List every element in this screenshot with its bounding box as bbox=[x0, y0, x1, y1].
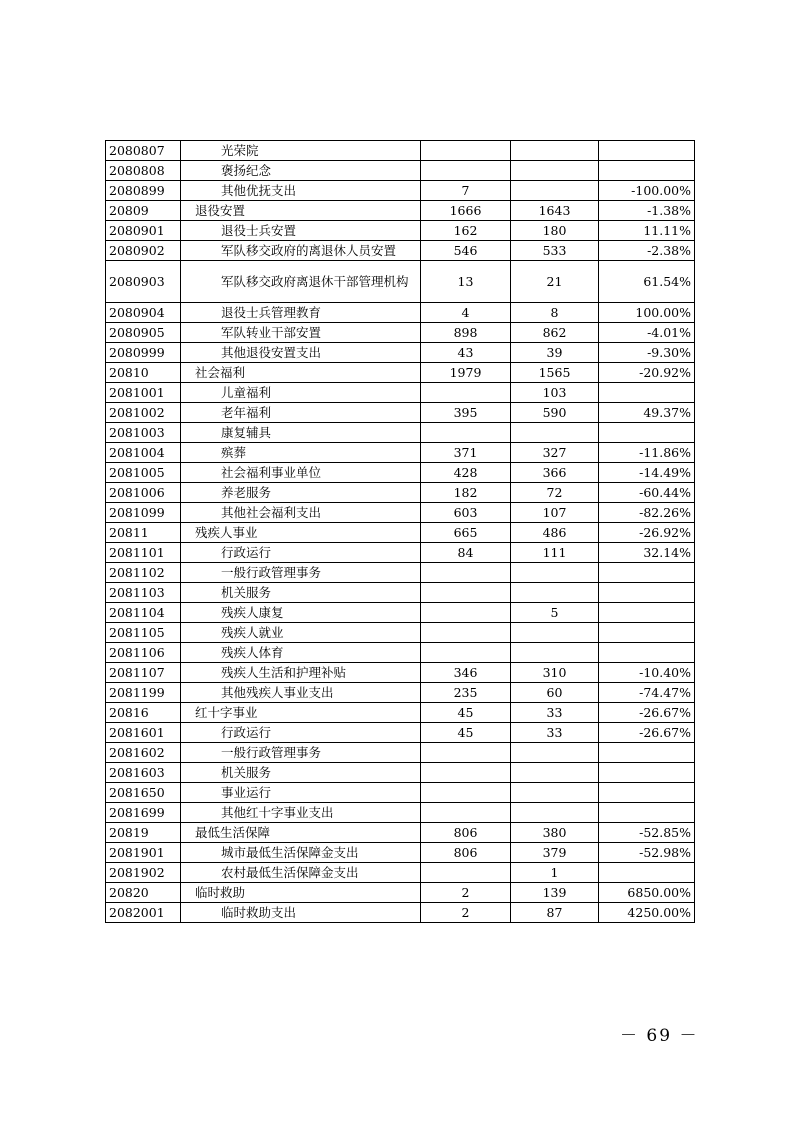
table-row bbox=[106, 863, 695, 883]
prior-year-value-cell: 84 bbox=[421, 543, 511, 563]
change-percent-cell: -26.92% bbox=[599, 523, 695, 543]
change-percent-cell: 4250.00% bbox=[599, 903, 695, 923]
prior-year-value-cell: 603 bbox=[421, 503, 511, 523]
subject-name-cell: 褒扬纪念 bbox=[181, 161, 421, 181]
change-percent-cell bbox=[599, 161, 695, 181]
subject-name-cell: 行政运行 bbox=[181, 543, 421, 563]
change-percent-cell: -100.00% bbox=[599, 181, 695, 201]
change-percent-cell: 6850.00% bbox=[599, 883, 695, 903]
change-percent-cell: -20.92% bbox=[599, 363, 695, 383]
subject-name-cell: 残疾人体育 bbox=[181, 643, 421, 663]
table-row bbox=[106, 683, 695, 703]
subject-name-cell: 临时救助 bbox=[181, 883, 421, 903]
subject-code-cell: 20819 bbox=[106, 823, 181, 843]
table-row bbox=[106, 343, 695, 363]
subject-code-cell: 2081099 bbox=[106, 503, 181, 523]
prior-year-value-cell: 45 bbox=[421, 723, 511, 743]
change-percent-cell: 49.37% bbox=[599, 403, 695, 423]
subject-code-cell: 2080808 bbox=[106, 161, 181, 181]
subject-code-cell: 2081105 bbox=[106, 623, 181, 643]
change-percent-cell: -82.26% bbox=[599, 503, 695, 523]
subject-name-cell: 农村最低生活保障金支出 bbox=[181, 863, 421, 883]
change-percent-cell bbox=[599, 803, 695, 823]
prior-year-value-cell: 182 bbox=[421, 483, 511, 503]
change-percent-cell bbox=[599, 783, 695, 803]
current-year-value-cell: 111 bbox=[511, 543, 599, 563]
subject-code-cell: 2080904 bbox=[106, 303, 181, 323]
table-row bbox=[106, 783, 695, 803]
subject-code-cell: 2080905 bbox=[106, 323, 181, 343]
prior-year-value-cell: 13 bbox=[421, 261, 511, 303]
current-year-value-cell: 5 bbox=[511, 603, 599, 623]
subject-name-cell: 社会福利事业单位 bbox=[181, 463, 421, 483]
prior-year-value-cell: 162 bbox=[421, 221, 511, 241]
change-percent-cell: -60.44% bbox=[599, 483, 695, 503]
subject-name-cell: 退役士兵管理教育 bbox=[181, 303, 421, 323]
current-year-value-cell: 310 bbox=[511, 663, 599, 683]
table-row bbox=[106, 181, 695, 201]
current-year-value-cell bbox=[511, 763, 599, 783]
subject-name-cell: 事业运行 bbox=[181, 783, 421, 803]
table-row bbox=[106, 823, 695, 843]
prior-year-value-cell: 45 bbox=[421, 703, 511, 723]
table-row bbox=[106, 503, 695, 523]
current-year-value-cell: 180 bbox=[511, 221, 599, 241]
subject-code-cell: 2081102 bbox=[106, 563, 181, 583]
current-year-value-cell: 327 bbox=[511, 443, 599, 463]
table-row bbox=[106, 261, 695, 303]
current-year-value-cell: 1 bbox=[511, 863, 599, 883]
current-year-value-cell bbox=[511, 181, 599, 201]
current-year-value-cell: 533 bbox=[511, 241, 599, 261]
subject-code-cell: 2080902 bbox=[106, 241, 181, 261]
prior-year-value-cell bbox=[421, 763, 511, 783]
change-percent-cell bbox=[599, 423, 695, 443]
prior-year-value-cell bbox=[421, 161, 511, 181]
change-percent-cell: 100.00% bbox=[599, 303, 695, 323]
current-year-value-cell: 72 bbox=[511, 483, 599, 503]
subject-code-cell: 2081603 bbox=[106, 763, 181, 783]
change-percent-cell bbox=[599, 643, 695, 663]
table-row bbox=[106, 483, 695, 503]
subject-code-cell: 20811 bbox=[106, 523, 181, 543]
prior-year-value-cell: 665 bbox=[421, 523, 511, 543]
table-row bbox=[106, 383, 695, 403]
subject-code-cell: 2081699 bbox=[106, 803, 181, 823]
current-year-value-cell: 103 bbox=[511, 383, 599, 403]
table-row bbox=[106, 523, 695, 543]
table-row bbox=[106, 323, 695, 343]
table-row bbox=[106, 443, 695, 463]
table-row bbox=[106, 603, 695, 623]
current-year-value-cell bbox=[511, 623, 599, 643]
prior-year-value-cell: 546 bbox=[421, 241, 511, 261]
prior-year-value-cell bbox=[421, 643, 511, 663]
table-row bbox=[106, 241, 695, 261]
change-percent-cell: -52.98% bbox=[599, 843, 695, 863]
subject-name-cell: 残疾人生活和护理补贴 bbox=[181, 663, 421, 683]
subject-name-cell: 机关服务 bbox=[181, 583, 421, 603]
subject-name-cell: 残疾人就业 bbox=[181, 623, 421, 643]
subject-name-cell: 养老服务 bbox=[181, 483, 421, 503]
table-row bbox=[106, 883, 695, 903]
subject-code-cell: 2081005 bbox=[106, 463, 181, 483]
table-row bbox=[106, 141, 695, 161]
prior-year-value-cell bbox=[421, 783, 511, 803]
prior-year-value-cell: 235 bbox=[421, 683, 511, 703]
change-percent-cell bbox=[599, 623, 695, 643]
subject-code-cell: 2081199 bbox=[106, 683, 181, 703]
table-row bbox=[106, 903, 695, 923]
subject-name-cell: 残疾人康复 bbox=[181, 603, 421, 623]
prior-year-value-cell bbox=[421, 803, 511, 823]
subject-code-cell: 2080901 bbox=[106, 221, 181, 241]
change-percent-cell: -11.86% bbox=[599, 443, 695, 463]
prior-year-value-cell: 428 bbox=[421, 463, 511, 483]
current-year-value-cell bbox=[511, 141, 599, 161]
prior-year-value-cell: 2 bbox=[421, 883, 511, 903]
change-percent-cell: -74.47% bbox=[599, 683, 695, 703]
subject-code-cell: 2081650 bbox=[106, 783, 181, 803]
current-year-value-cell: 139 bbox=[511, 883, 599, 903]
subject-code-cell: 2080899 bbox=[106, 181, 181, 201]
current-year-value-cell: 60 bbox=[511, 683, 599, 703]
current-year-value-cell: 380 bbox=[511, 823, 599, 843]
prior-year-value-cell: 4 bbox=[421, 303, 511, 323]
current-year-value-cell: 33 bbox=[511, 723, 599, 743]
subject-name-cell: 最低生活保障 bbox=[181, 823, 421, 843]
subject-code-cell: 2081901 bbox=[106, 843, 181, 863]
current-year-value-cell: 590 bbox=[511, 403, 599, 423]
subject-code-cell: 20816 bbox=[106, 703, 181, 723]
page-number: － 69 － bbox=[620, 1026, 699, 1046]
prior-year-value-cell: 1979 bbox=[421, 363, 511, 383]
subject-code-cell: 2080999 bbox=[106, 343, 181, 363]
prior-year-value-cell bbox=[421, 383, 511, 403]
change-percent-cell bbox=[599, 603, 695, 623]
table-row bbox=[106, 743, 695, 763]
change-percent-cell: 61.54% bbox=[599, 261, 695, 303]
current-year-value-cell: 21 bbox=[511, 261, 599, 303]
subject-code-cell: 2081104 bbox=[106, 603, 181, 623]
change-percent-cell: -14.49% bbox=[599, 463, 695, 483]
table-row bbox=[106, 723, 695, 743]
subject-code-cell: 2081107 bbox=[106, 663, 181, 683]
subject-name-cell: 其他残疾人事业支出 bbox=[181, 683, 421, 703]
prior-year-value-cell bbox=[421, 743, 511, 763]
prior-year-value-cell: 898 bbox=[421, 323, 511, 343]
subject-name-cell: 退役士兵安置 bbox=[181, 221, 421, 241]
current-year-value-cell: 8 bbox=[511, 303, 599, 323]
subject-code-cell: 2081601 bbox=[106, 723, 181, 743]
change-percent-cell: -52.85% bbox=[599, 823, 695, 843]
change-percent-cell bbox=[599, 141, 695, 161]
subject-name-cell: 其他社会福利支出 bbox=[181, 503, 421, 523]
current-year-value-cell bbox=[511, 423, 599, 443]
subject-code-cell: 20810 bbox=[106, 363, 181, 383]
subject-code-cell: 20820 bbox=[106, 883, 181, 903]
table-row bbox=[106, 221, 695, 241]
change-percent-cell: -26.67% bbox=[599, 723, 695, 743]
prior-year-value-cell bbox=[421, 863, 511, 883]
budget-table bbox=[105, 140, 695, 923]
subject-name-cell bbox=[181, 261, 421, 303]
current-year-value-cell bbox=[511, 161, 599, 181]
subject-name-cell: 其他退役安置支出 bbox=[181, 343, 421, 363]
current-year-value-cell bbox=[511, 563, 599, 583]
subject-code-cell: 2080807 bbox=[106, 141, 181, 161]
subject-code-cell: 2081106 bbox=[106, 643, 181, 663]
table-row bbox=[106, 623, 695, 643]
subject-code-cell: 2081002 bbox=[106, 403, 181, 423]
subject-code-cell: 2081902 bbox=[106, 863, 181, 883]
prior-year-value-cell: 7 bbox=[421, 181, 511, 201]
change-percent-cell bbox=[599, 743, 695, 763]
change-percent-cell: -9.30% bbox=[599, 343, 695, 363]
current-year-value-cell: 1565 bbox=[511, 363, 599, 383]
subject-name-cell: 殡葬 bbox=[181, 443, 421, 463]
subject-name-cell: 城市最低生活保障金支出 bbox=[181, 843, 421, 863]
prior-year-value-cell bbox=[421, 423, 511, 443]
change-percent-cell: -26.67% bbox=[599, 703, 695, 723]
current-year-value-cell: 862 bbox=[511, 323, 599, 343]
subject-name-cell: 机关服务 bbox=[181, 763, 421, 783]
prior-year-value-cell: 371 bbox=[421, 443, 511, 463]
table-row bbox=[106, 583, 695, 603]
change-percent-cell: 11.11% bbox=[599, 221, 695, 241]
prior-year-value-cell bbox=[421, 141, 511, 161]
budget-table-body bbox=[106, 141, 695, 923]
table-row bbox=[106, 423, 695, 443]
subject-name-cell: 临时救助支出 bbox=[181, 903, 421, 923]
prior-year-value-cell bbox=[421, 603, 511, 623]
subject-code-cell: 2081101 bbox=[106, 543, 181, 563]
subject-name-cell: 康复辅具 bbox=[181, 423, 421, 443]
change-percent-cell bbox=[599, 763, 695, 783]
subject-name-text: 军队移交政府离退休干部管理机构 bbox=[221, 273, 409, 289]
prior-year-value-cell bbox=[421, 563, 511, 583]
table-row bbox=[106, 763, 695, 783]
subject-code-cell: 2081103 bbox=[106, 583, 181, 603]
prior-year-value-cell: 43 bbox=[421, 343, 511, 363]
subject-code-cell: 2082001 bbox=[106, 903, 181, 923]
subject-name-cell: 一般行政管理事务 bbox=[181, 743, 421, 763]
subject-name-cell: 军队转业干部安置 bbox=[181, 323, 421, 343]
change-percent-cell: -4.01% bbox=[599, 323, 695, 343]
current-year-value-cell bbox=[511, 643, 599, 663]
change-percent-cell bbox=[599, 583, 695, 603]
prior-year-value-cell bbox=[421, 583, 511, 603]
current-year-value-cell: 87 bbox=[511, 903, 599, 923]
current-year-value-cell: 379 bbox=[511, 843, 599, 863]
current-year-value-cell bbox=[511, 583, 599, 603]
subject-name-cell: 退役安置 bbox=[181, 201, 421, 221]
table-row bbox=[106, 843, 695, 863]
subject-code-cell: 2080903 bbox=[106, 261, 181, 303]
current-year-value-cell: 107 bbox=[511, 503, 599, 523]
subject-code-cell: 20809 bbox=[106, 201, 181, 221]
table-row bbox=[106, 663, 695, 683]
change-percent-cell: -1.38% bbox=[599, 201, 695, 221]
change-percent-cell bbox=[599, 563, 695, 583]
table-row bbox=[106, 803, 695, 823]
subject-code-cell: 2081602 bbox=[106, 743, 181, 763]
subject-code-cell: 2081001 bbox=[106, 383, 181, 403]
prior-year-value-cell: 395 bbox=[421, 403, 511, 423]
current-year-value-cell bbox=[511, 803, 599, 823]
table-row bbox=[106, 161, 695, 181]
prior-year-value-cell: 806 bbox=[421, 823, 511, 843]
subject-name-cell: 儿童福利 bbox=[181, 383, 421, 403]
table-row bbox=[106, 463, 695, 483]
prior-year-value-cell: 806 bbox=[421, 843, 511, 863]
subject-code-cell: 2081004 bbox=[106, 443, 181, 463]
prior-year-value-cell: 2 bbox=[421, 903, 511, 923]
table-row bbox=[106, 643, 695, 663]
current-year-value-cell: 39 bbox=[511, 343, 599, 363]
subject-name-cell: 军队移交政府的离退休人员安置 bbox=[181, 241, 421, 261]
subject-code-cell: 2081006 bbox=[106, 483, 181, 503]
current-year-value-cell: 1643 bbox=[511, 201, 599, 221]
subject-code-cell: 2081003 bbox=[106, 423, 181, 443]
table-row bbox=[106, 363, 695, 383]
current-year-value-cell: 366 bbox=[511, 463, 599, 483]
table-row bbox=[106, 703, 695, 723]
prior-year-value-cell: 1666 bbox=[421, 201, 511, 221]
prior-year-value-cell bbox=[421, 623, 511, 643]
subject-name-cell: 老年福利 bbox=[181, 403, 421, 423]
prior-year-value-cell: 346 bbox=[421, 663, 511, 683]
change-percent-cell bbox=[599, 383, 695, 403]
subject-name-cell: 行政运行 bbox=[181, 723, 421, 743]
table-row bbox=[106, 201, 695, 221]
current-year-value-cell bbox=[511, 743, 599, 763]
table-row bbox=[106, 303, 695, 323]
change-percent-cell: -2.38% bbox=[599, 241, 695, 261]
current-year-value-cell bbox=[511, 783, 599, 803]
current-year-value-cell: 486 bbox=[511, 523, 599, 543]
table-row bbox=[106, 403, 695, 423]
change-percent-cell: -10.40% bbox=[599, 663, 695, 683]
change-percent-cell bbox=[599, 863, 695, 883]
change-percent-cell: 32.14% bbox=[599, 543, 695, 563]
subject-name-cell: 一般行政管理事务 bbox=[181, 563, 421, 583]
subject-name-cell: 社会福利 bbox=[181, 363, 421, 383]
subject-name-cell: 红十字事业 bbox=[181, 703, 421, 723]
table-row bbox=[106, 543, 695, 563]
subject-name-cell: 光荣院 bbox=[181, 141, 421, 161]
table-row bbox=[106, 563, 695, 583]
current-year-value-cell: 33 bbox=[511, 703, 599, 723]
subject-name-cell: 其他优抚支出 bbox=[181, 181, 421, 201]
subject-name-cell: 其他红十字事业支出 bbox=[181, 803, 421, 823]
subject-name-cell: 残疾人事业 bbox=[181, 523, 421, 543]
